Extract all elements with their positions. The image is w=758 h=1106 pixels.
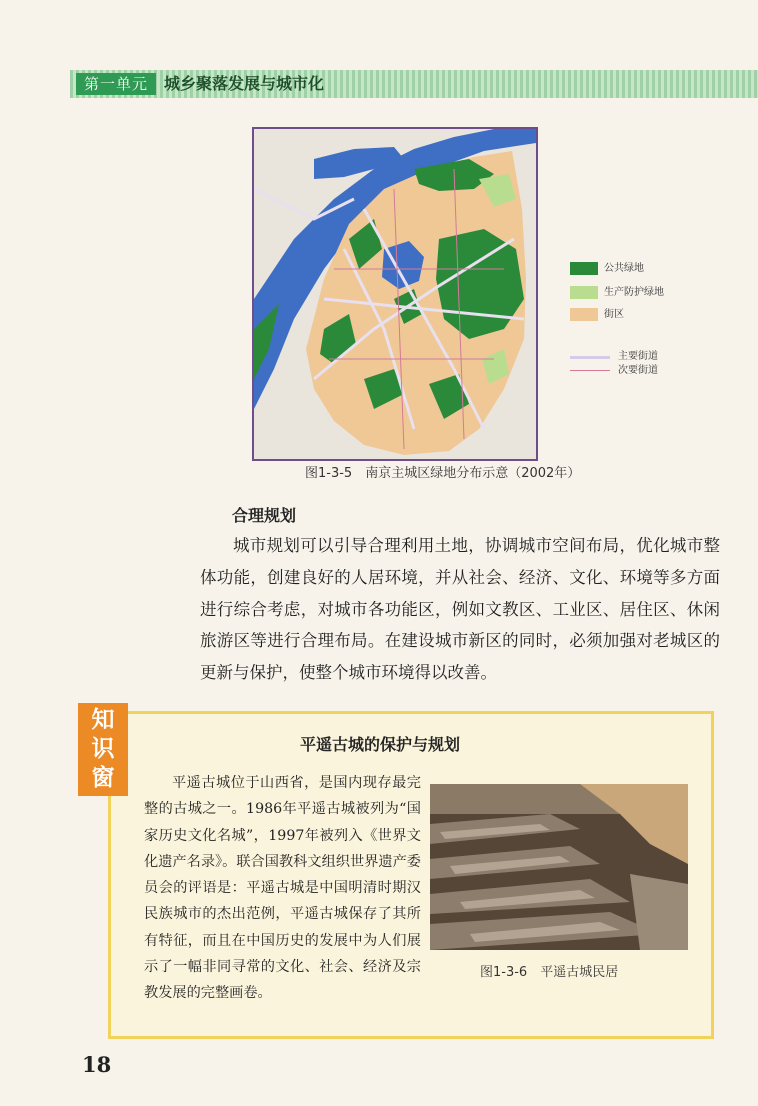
badge-char: 窗	[91, 765, 115, 791]
legend-line	[570, 356, 610, 359]
legend-item-public-green	[570, 262, 720, 276]
badge-char: 知	[91, 707, 115, 733]
photo-graphic	[430, 784, 688, 950]
legend-swatch	[570, 286, 598, 299]
legend-label: 街区	[604, 309, 624, 320]
map-caption: 图1-3-5 南京主城区绿地分布示意（2002年）	[305, 466, 581, 481]
body-paragraph: 城市规划可以引导合理利用土地，协调城市空间布局，优化城市整体功能，创建良好的人居环境，并从社会、经济、文化、环境等多方面进行综合考虑，对城市各功能区，例如文教区、工业区、居住区、休闲旅游区等进行合理布局。在建设城市新区的同时，必须加强对老城区的更新与保护，使整个城市环境得以改善。	[200, 536, 720, 683]
legend-swatch	[570, 262, 598, 275]
chapter-title: 城乡聚落发展与城市化	[164, 74, 325, 93]
legend-line	[570, 370, 610, 371]
legend-item-protective-green	[570, 286, 720, 300]
knowledge-window-badge	[78, 703, 128, 796]
page-number: 18	[82, 1052, 112, 1077]
knowledge-window-text: 平遥古城位于山西省，是国内现存最完整的古城之一。1986年平遥古城被列为“国家历史文化名城”，1997年被列入《世界文化遗产名录》。联合国教科文组织世界遗产委员会的评语是：平遥古城是中国明清时期汉民族城市的杰出范例，平遥古城保存了其所有特征，而且在中国历史的发展中为人们展示了一幅非同寻常的文化、社会、经济及宗教发展的完整画卷。	[144, 775, 421, 1002]
legend-swatch	[570, 308, 598, 321]
legend-label: 公共绿地	[604, 263, 644, 274]
pingyao-houses-photo	[430, 784, 688, 950]
legend-item-minor-road	[570, 364, 690, 378]
nanjing-green-space-map	[252, 127, 538, 461]
badge-char: 识	[91, 736, 115, 762]
legend-label: 生产防护绿地	[604, 287, 664, 298]
map-graphic	[254, 129, 536, 459]
unit-tag: 第一单元	[76, 73, 156, 95]
legend-label: 次要街道	[618, 365, 658, 376]
legend-item-major-road	[570, 350, 690, 364]
legend-label: 主要街道	[618, 351, 658, 362]
section-heading: 合理规划	[232, 506, 297, 525]
knowledge-window-title: 平遥古城的保护与规划	[300, 735, 461, 754]
photo-caption: 图1-3-6 平遥古城民居	[480, 965, 619, 980]
legend-item-blocks	[570, 308, 720, 322]
courtyard	[630, 874, 688, 950]
